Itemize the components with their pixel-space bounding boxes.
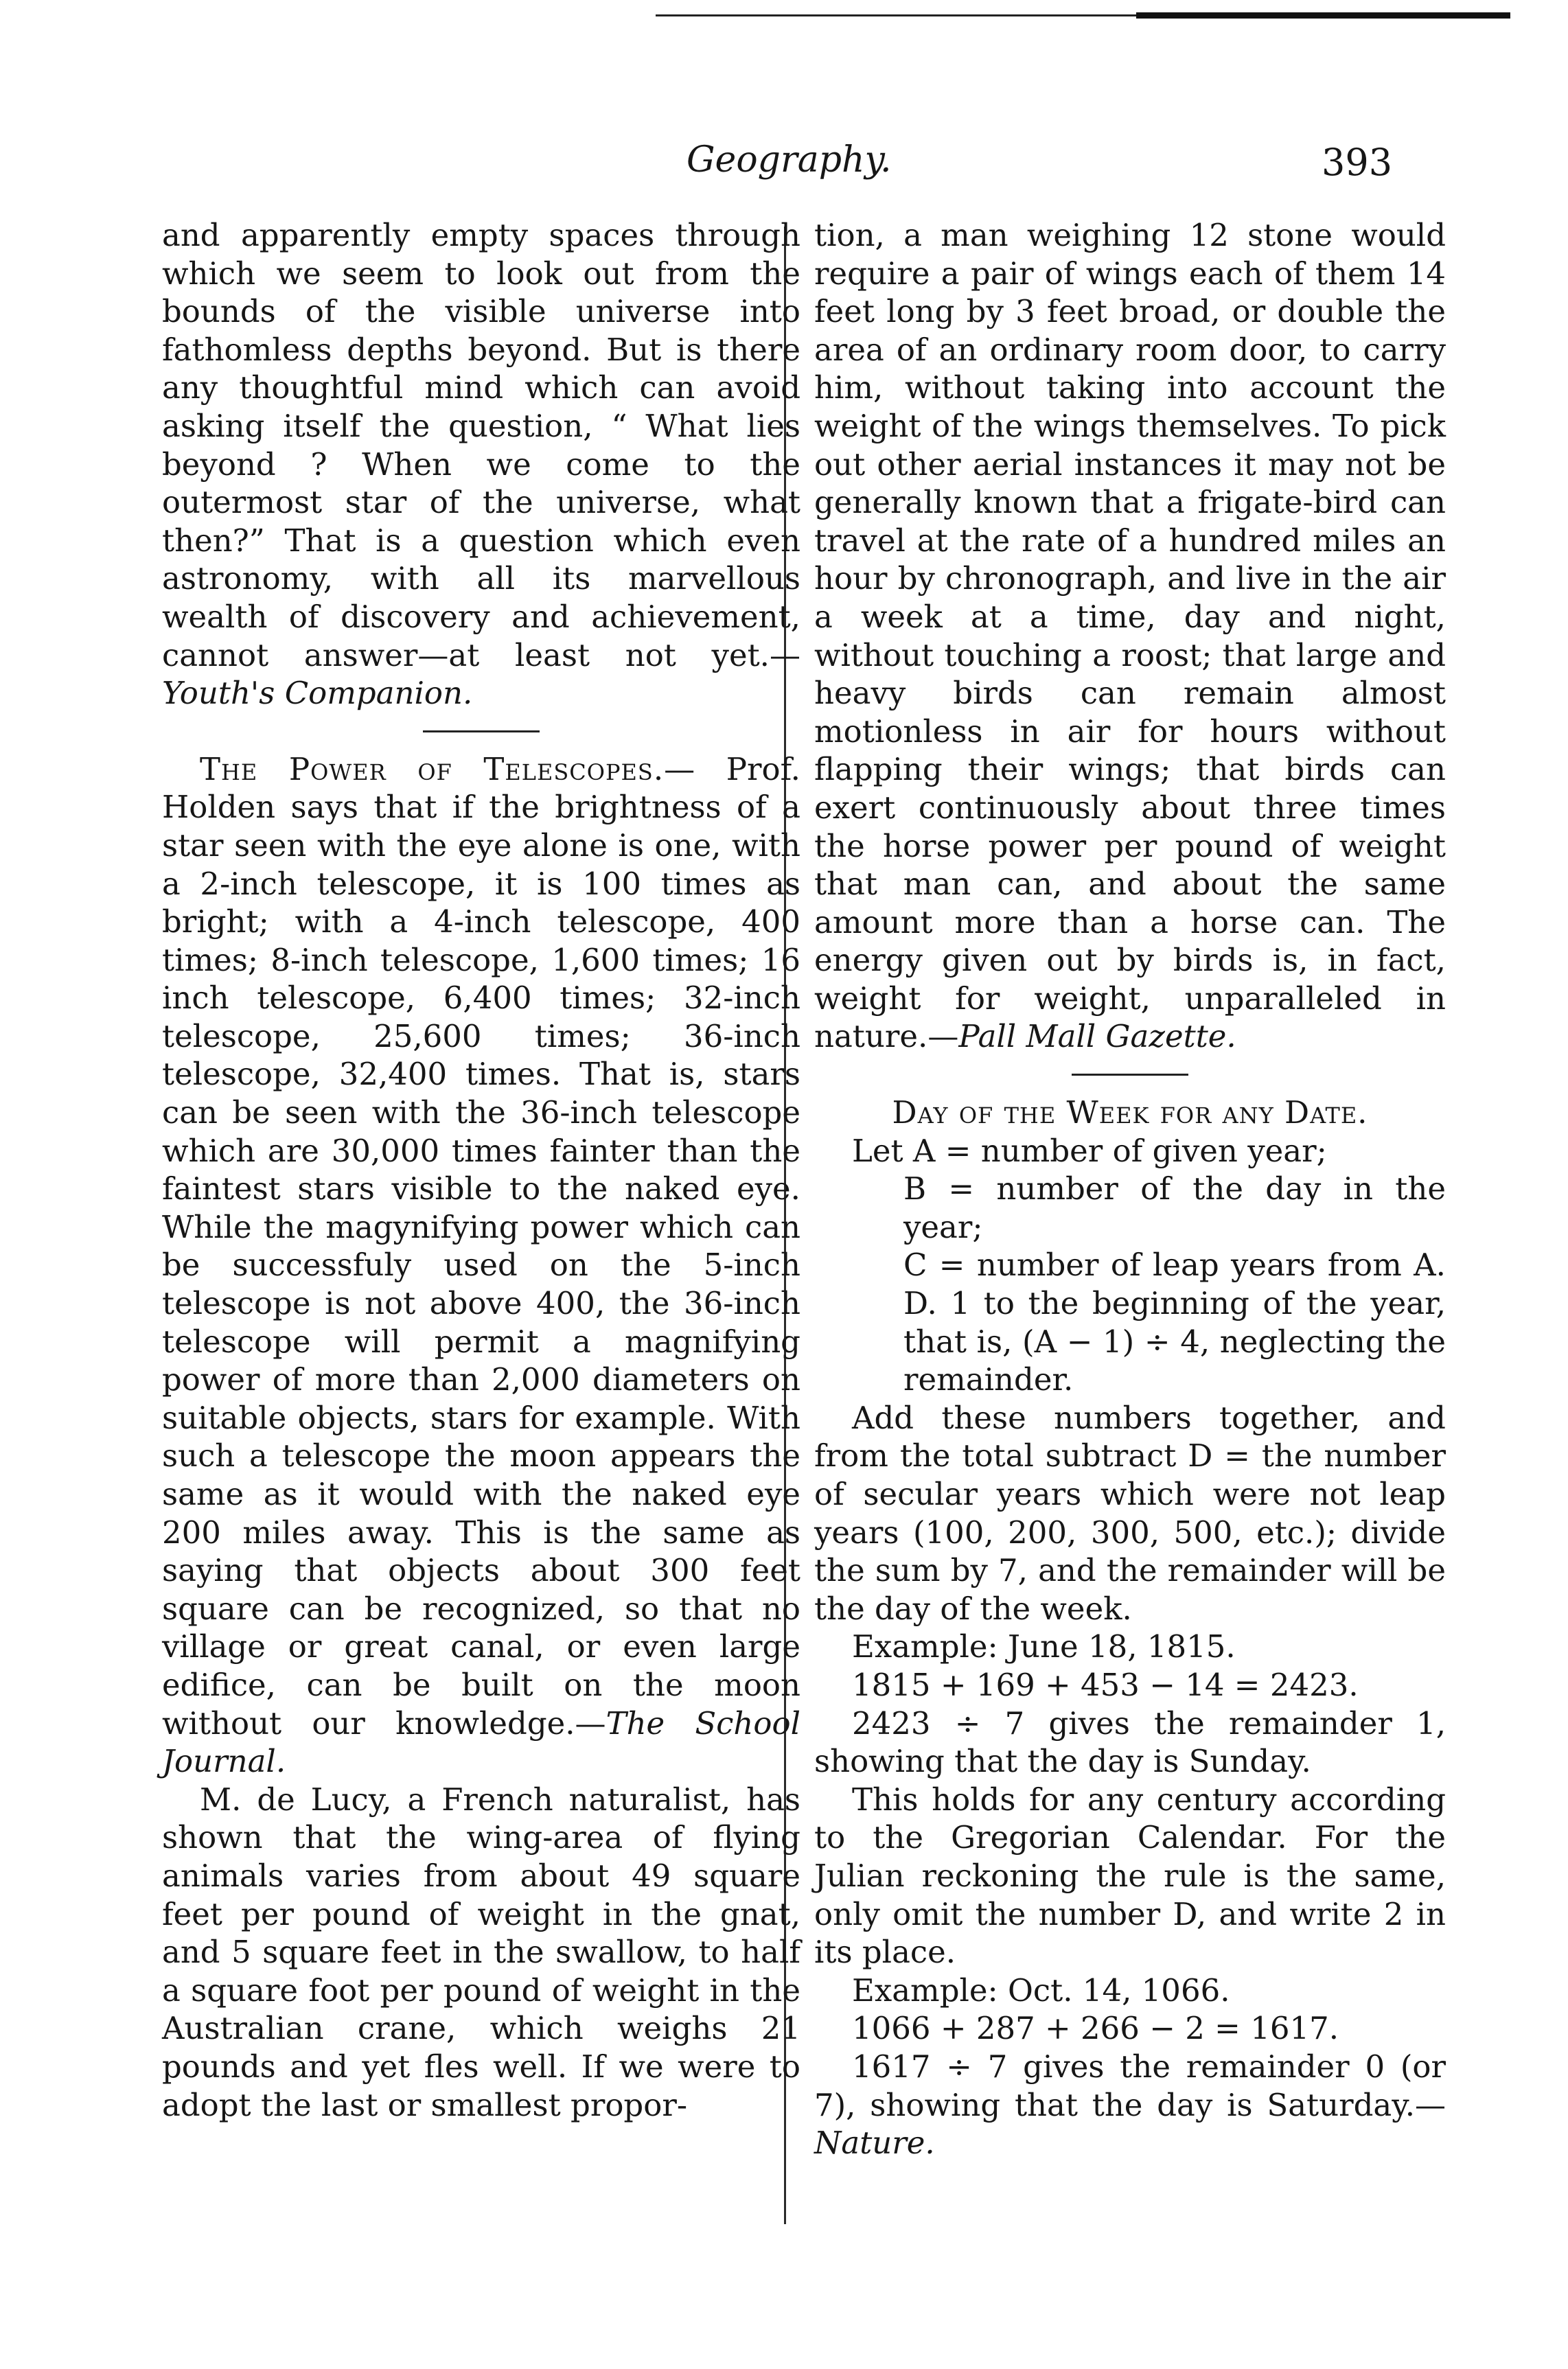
school-journal-source: The School Journal. (162, 1704, 800, 1780)
example2-label: Example: Oct. 14, 1066. (852, 1972, 1230, 2009)
add-paragraph: Add these numbers together, and from the total subtract D = the number of secular years which were not leap years (100, 200, 300, 500, etc.); divide the sum by 7, and the remainder will be the day of the week. (814, 1399, 1446, 1627)
youths-companion-source: Youth's Companion. (162, 675, 473, 712)
example1-calculation: 1815 + 169 + 453 − 14 = 2423. (852, 1666, 1359, 1703)
gregorian-paragraph: This holds for any century according to the Gregorian Calendar. For the Julian reckoning the rule is the same, only omit the number D, and write 2 in its place. (814, 1781, 1446, 1971)
wing-continuation-paragraph (814, 216, 1446, 1056)
right-column (814, 216, 1446, 2162)
pall-mall-source: Pall Mall Gazette. (958, 1018, 1236, 1055)
page-header (0, 134, 1568, 196)
day-of-week-heading: Day of the Week for any Date. (892, 1094, 1368, 1131)
let-a-line: Let A = number of given year; (852, 1132, 1327, 1169)
example2-result (814, 2048, 1446, 2162)
left-column (162, 216, 800, 2124)
wing-area-text: M. de Lucy, a French naturalist, has shown that the wing-area of flying animals varies from about 49 square feet per pound of weight in the gnat, and 5 square feet in the swallow, to half a square foot per pound of weight in the Australian crane, which weighs 21 pounds and yet fles well. If we were to adopt the last or smallest propor- (162, 1781, 800, 2123)
telescopes-heading: The Power of Telescopes.— (200, 750, 696, 787)
telescopes-text: Prof. Holden says that if the brightness of a star seen with the eye alone is one, with a 2-inch telescope, it is 100 times as bright; with a 4-inch telescope, 400 times; 8-inch telescope, 1,600 times; 16 inch telescope, 6,400 times; 32-inch telescope, 25,600 times; 36-inch telescope, 32,400 times. That is, stars can be seen with the 36-inch telescope which are 30,000 times fainter than the faintest stars visible to the naked eye. While the magynifying power which can be successfuly used on the 5-inch telescope is not above 400, the 36-inch telescope will permit a magnifying power of more than 2,000 diameters on suitable objects, stars for example. With such a telescope the moon appears the same as it would with the naked eye 200 miles away. This is the same as saying that objects about 300 feet square can be recognized, so that no village or great canal, or even large edifice, can be built on the moon without our knowledge.— (162, 750, 800, 1742)
nature-source: Nature. (814, 2125, 935, 2162)
telescopes-paragraph (162, 750, 800, 1781)
example2-result-text: 1617 ÷ 7 gives the remainder 0 (or 7), showing that the day is Saturday.— (814, 2048, 1446, 2123)
universe-paragraph (162, 216, 800, 713)
example1-result: 2423 ÷ 7 gives the remainder 1, showing that the day is Sunday. (814, 1704, 1446, 1780)
section-separator (423, 730, 540, 732)
wing-continuation-text: tion, a man weighing 12 stone would require a pair of wings each of them 14 feet long by 3 feet broad, or double the area of an ordinary room door, to carry him, without taking into account the weight of the wings themselves. To pick out other aerial instances it may not be generally known that a frigate-bird can travel at the rate of a hundred miles an hour by chronograph, and live in the air a week at a time, day and night, without touching a roost; that large and heavy birds can remain almost motionless in air for hours without flapping their wings; that birds can exert continuously about three times the horse power per pound of weight that man can, and about the same amount more than a horse can. The energy given out by birds is, in fact, weight for weight, unparalleled in nature.— (814, 217, 1446, 1055)
wing-area-paragraph (162, 1781, 800, 2124)
section-separator-right (1072, 1074, 1188, 1076)
let-b-line: B = number of the day in the year; (903, 1170, 1446, 1245)
let-c-line: C = number of leap years from A. D. 1 to the beginning of the year, that is, (A − 1) ÷ 4, neglecting the remainder. (903, 1247, 1446, 1398)
example1-label: Example: June 18, 1815. (852, 1628, 1236, 1665)
page-number: 393 (1322, 141, 1393, 184)
running-title: Geography. (687, 139, 892, 181)
top-decorative-rule (656, 10, 1510, 22)
example2-calculation: 1066 + 287 + 266 − 2 = 1617. (852, 2010, 1339, 2047)
universe-text: and apparently empty spaces through which we seem to look out from the bounds of the visible universe into fathomless depths beyond. But is there any thoughtful mind which can avoid asking itself the question, “ What lies beyond ? When we come to the outermost star of the universe, what then?” That is a question which even astronomy, with all its marvellous wealth of discovery and achievement, cannot answer—at least not yet.— (162, 217, 800, 673)
